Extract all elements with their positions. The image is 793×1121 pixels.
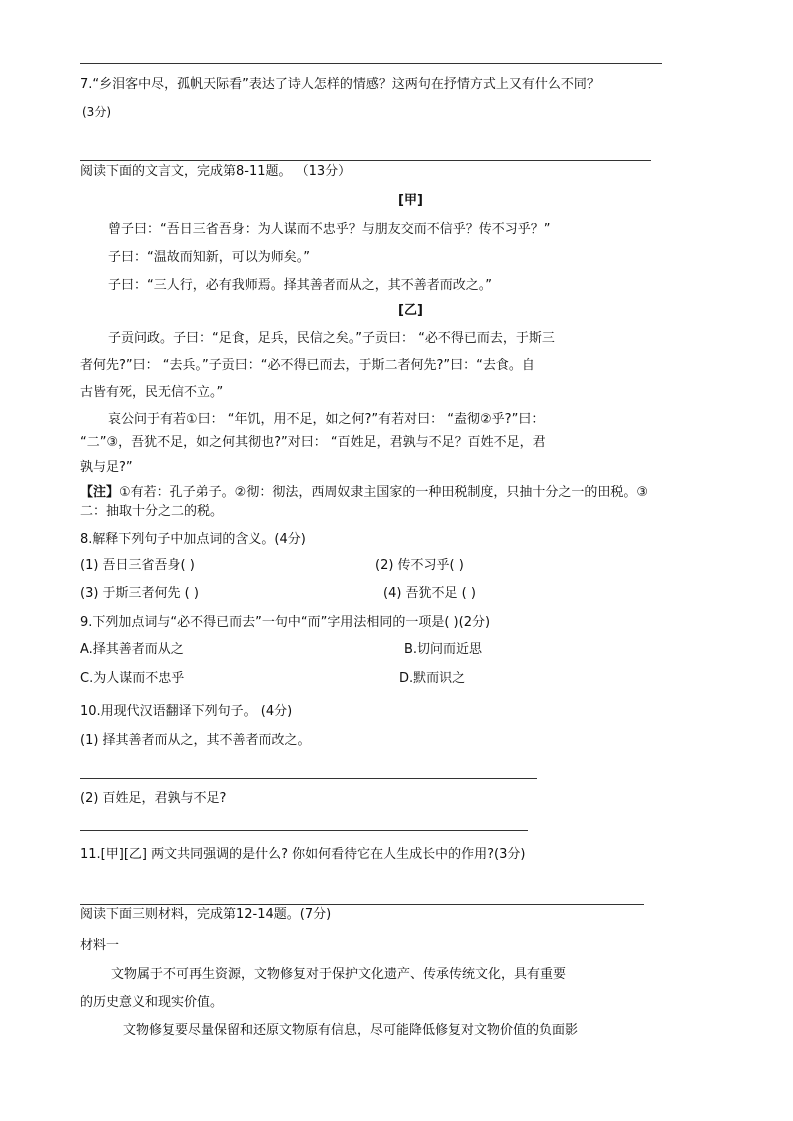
- text-jia-paragraph-3: 子曰：“三人行，必有我师焉。择其善者而从之，其不善者而改之。”: [108, 278, 492, 293]
- material-1-p1-line-2: 的历史意义和现实价值。: [80, 995, 224, 1010]
- question-9-option-a: A.择其善者而从之: [80, 642, 184, 657]
- answer-line-top: [80, 63, 662, 64]
- material-1-p2-line-1: 文物修复要尽量保留和还原文物原有信息，尽可能降低修复对文物价值的负面影: [123, 1023, 579, 1038]
- text-yi-p1-line-1: 子贡问政。子曰：“足食，足兵，民信之矣。”子贡曰： “必不得已而去，于斯三: [108, 331, 555, 346]
- text-yi-p2-line-1: 哀公问于有若①曰： “年饥，用不足，如之何?”有若对曰： “盍彻②乎?”曰：: [108, 412, 545, 427]
- text-jia-paragraph-2: 子曰：“温故而知新，可以为师矣。”: [108, 250, 310, 265]
- question-9-option-d: D.默而识之: [399, 671, 466, 686]
- text-yi-title: [乙]: [398, 303, 423, 318]
- question-10-item-2: (2) 百姓足，君孰与不足?: [80, 791, 227, 806]
- note-label: 【注】: [80, 485, 120, 500]
- question-9-option-b: B.切问而近思: [404, 642, 483, 657]
- text-yi-p2-line-2: “二”③，吾犹不足，如之何其彻也?”对曰： “百姓足，君孰与不足？百姓不足，君: [80, 435, 546, 450]
- question-7-stem: 7.“乡泪客中尽，孤帆天际看”表达了诗人怎样的情感？这两句在抒情方式上又有什么不同？: [80, 77, 600, 92]
- answer-line-q7: [80, 160, 651, 161]
- question-8-stem: 8.解释下列句子中加点词的含义。(4分): [80, 532, 306, 547]
- reading-1-intro: 阅读下面的文言文，完成第8-11题。 （13分）: [80, 164, 352, 179]
- text-jia-title: [甲]: [398, 193, 423, 208]
- note-line-2: 二：抽取十分之二的税。: [80, 504, 224, 519]
- question-8-item-1: (1) 吾日三省吾身( ): [80, 558, 195, 573]
- question-10-item-1: (1) 择其善者而从之，其不善者而改之。: [80, 733, 311, 748]
- text-yi-p2-line-3: 孰与足?”: [80, 460, 133, 475]
- question-8-item-4: (4) 吾犹不足 ( ): [383, 586, 476, 601]
- question-7-points: (3分): [82, 105, 111, 119]
- material-1-p1-line-1: 文物属于不可再生资源，文物修复对于保护文化遗产、传承传统文化，具有重要: [111, 967, 567, 982]
- answer-line-q11: [80, 904, 644, 905]
- question-11-stem: 11.[甲][乙] 两文共同强调的是什么? 你如何看待它在人生成长中的作用?(3分): [80, 847, 526, 862]
- question-9-option-c: C.为人谋而不忠乎: [80, 671, 185, 686]
- question-9-stem: 9.下列加点词与“必不得已而去”一句中“而”字用法相同的一项是( )(2分): [80, 615, 491, 630]
- note-text-1: ①有若：孔子弟子。②彻：彻法，西周奴隶主国家的一种田税制度，只抽十分之一的田税。③: [119, 485, 648, 500]
- question-10-stem: 10.用现代汉语翻译下列句子。 (4分): [80, 704, 293, 719]
- question-8-item-2: (2) 传不习乎( ): [375, 558, 464, 573]
- text-yi-p1-line-3: 古皆有死，民无信不立。”: [80, 385, 224, 400]
- text-yi-p1-line-2: 者何先?”曰： “去兵。”子贡曰：“必不得已而去，于斯二者何先?”曰：“去食。自: [80, 358, 535, 373]
- answer-line-q10-2: [80, 830, 528, 831]
- question-8-item-3: (3) 于斯三者何先 ( ): [80, 586, 199, 601]
- answer-line-q10-1: [80, 778, 537, 779]
- text-jia-paragraph-1: 曾子曰：“吾日三省吾身：为人谋而不忠乎？与朋友交而不信乎？传不习乎？”: [108, 222, 551, 237]
- note-line-1: [80, 484, 648, 502]
- reading-2-intro: 阅读下面三则材料，完成第12-14题。(7分): [80, 907, 332, 922]
- material-1-title: 材料一: [80, 938, 120, 953]
